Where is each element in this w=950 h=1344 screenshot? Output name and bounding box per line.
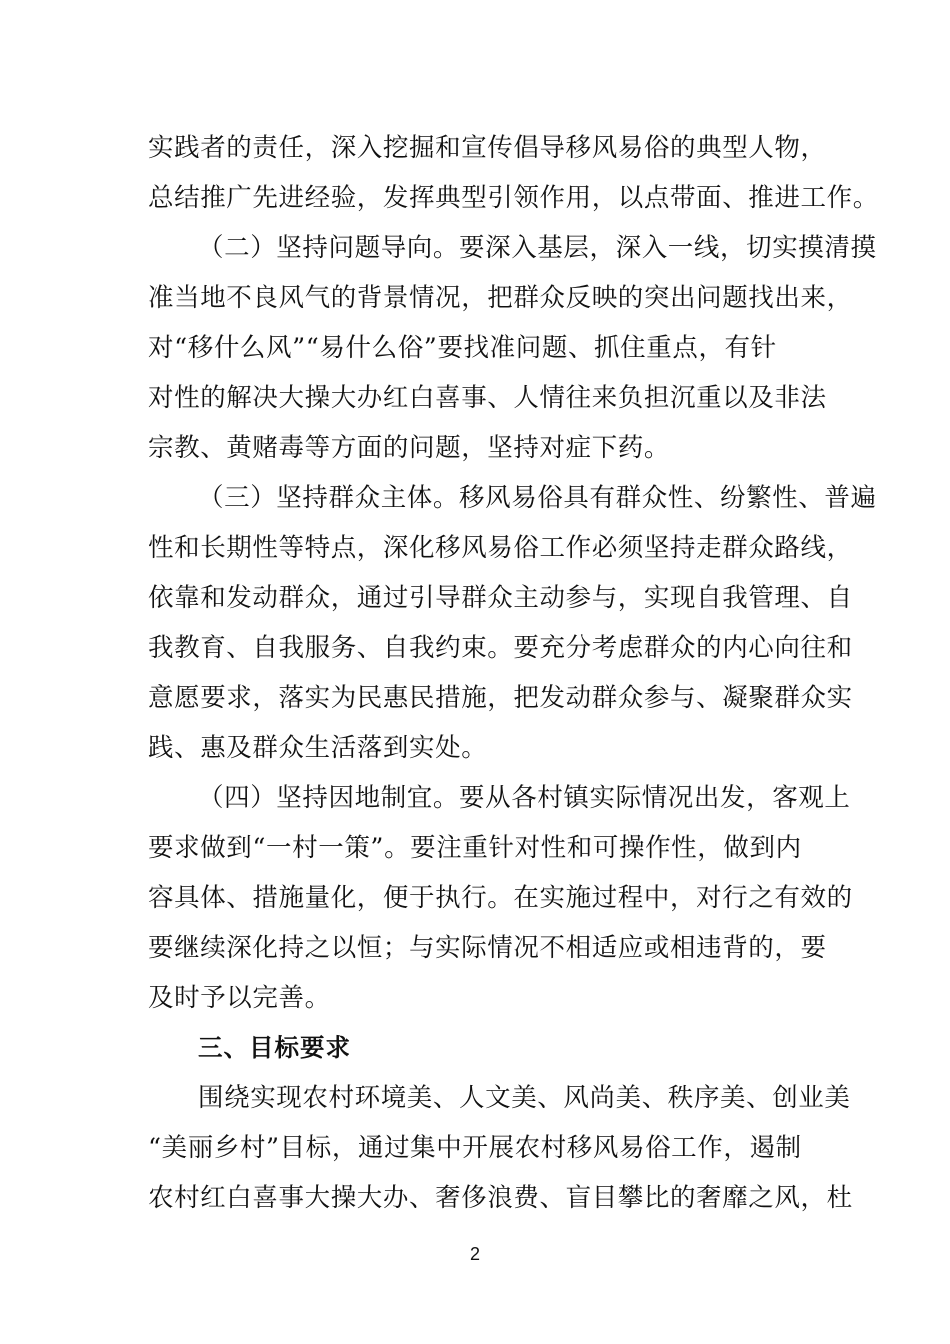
paragraph-start-line: （三）坚持群众主体。移风易俗具有群众性、纷繁性、普遍	[198, 483, 877, 513]
paragraph-start-line: （二）坚持问题导向。要深入基层，深入一线，切实摸清摸	[198, 233, 877, 263]
body-text-line: 践、惠及群众生活落到实处。	[148, 733, 488, 763]
body-text-line: 实践者的责任，深入挖掘和宣传倡导移风易俗的典型人物，	[148, 133, 827, 163]
body-text-line: 对性的解决大操大办红白喜事、人情往来负担沉重以及非法	[148, 383, 827, 413]
body-text-line: 容具体、措施量化，便于执行。在实施过程中，对行之有效的	[148, 883, 853, 913]
body-text-line: 性和长期性等特点，深化移风易俗工作必须坚持走群众路线，	[148, 533, 853, 563]
page-number: 2	[469, 1244, 480, 1264]
body-text-line: 要求做到“一村一策”。要注重针对性和可操作性，做到内	[148, 833, 802, 863]
body-text-line: 农村红白喜事大操大办、奢侈浪费、盲目攀比的奢靡之风，杜	[148, 1183, 853, 1213]
body-text-line: 对“移什么风”“易什么俗”要找准问题、抓住重点，有针	[148, 333, 777, 363]
body-text-line: “美丽乡村”目标，通过集中开展农村移风易俗工作，遏制	[148, 1133, 802, 1163]
body-text-line: 意愿要求，落实为民惠民措施，把发动群众参与、凝聚群众实	[148, 683, 853, 713]
body-text-line: 准当地不良风气的背景情况，把群众反映的突出问题找出来，	[148, 283, 853, 313]
body-text-line: 总结推广先进经验，发挥典型引领作用，以点带面、推进工作。	[148, 183, 879, 213]
body-text-line: 我教育、自我服务、自我约束。要充分考虑群众的内心向往和	[148, 633, 853, 663]
section-heading: 三、目标要求	[198, 1033, 351, 1062]
body-text-line: 要继续深化持之以恒；与实际情况不相适应或相违背的，要	[148, 933, 827, 963]
paragraph-start-line: 围绕实现农村环境美、人文美、风尚美、秩序美、创业美	[198, 1083, 851, 1113]
body-text-line: 宗教、黄赌毒等方面的问题，坚持对症下药。	[148, 433, 671, 463]
body-text-line: 依靠和发动群众，通过引导群众主动参与，实现自我管理、自	[148, 583, 853, 613]
paragraph-start-line: （四）坚持因地制宜。要从各村镇实际情况出发，客观上	[198, 783, 851, 813]
body-text-line: 及时予以完善。	[148, 983, 331, 1013]
